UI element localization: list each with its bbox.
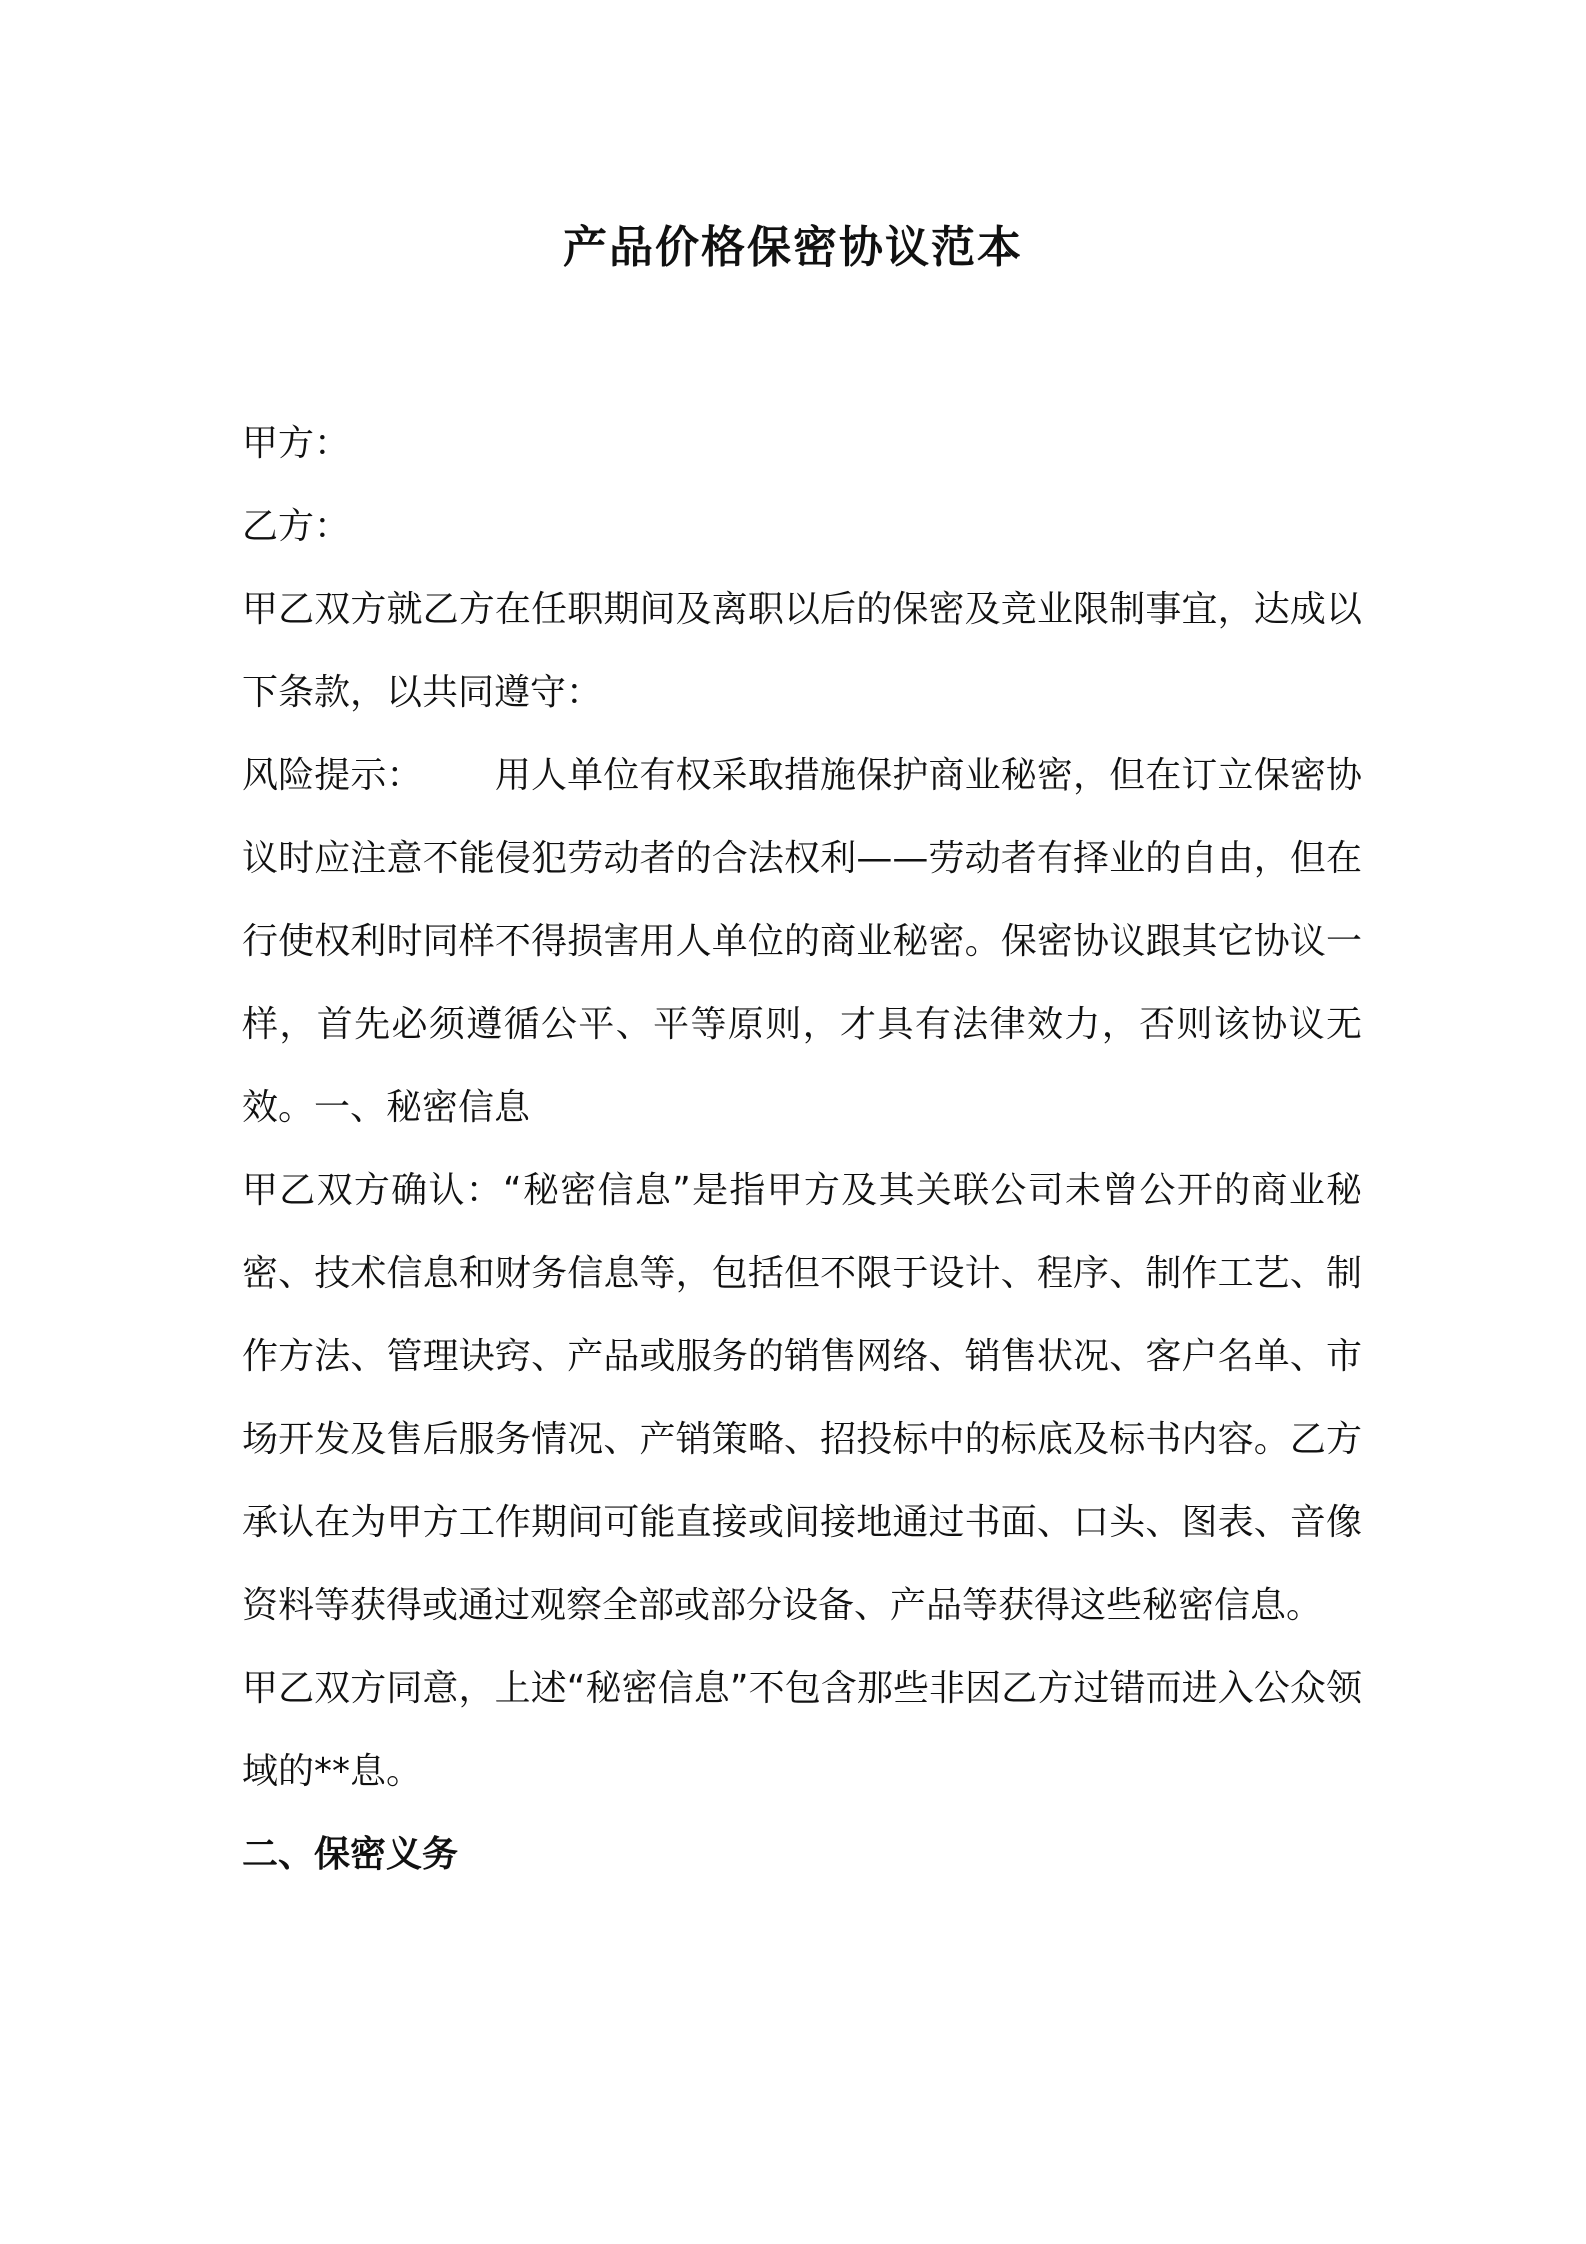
intro-paragraph: 甲乙双方就乙方在任职期间及离职以后的保密及竞业限制事宜，达成以下条款，以共同遵守： — [242, 589, 1362, 713]
risk-paragraph — [242, 734, 1362, 1149]
risk-label: 风险提示： — [242, 755, 423, 796]
risk-text: 用人单位有权采取措施保护商业秘密，但在订立保密协议时应注意不能侵犯劳动者的合法权利——劳动者有择业的自由，但在行使权利时同样不得损害用人单位的商业秘密。保密协议跟其它协议一样，首先必须遵循公平、平等原则，才具有法律效力，否则该协议无效。一、秘密信息 — [242, 755, 1362, 1128]
document-title: 产品价格保密协议范本 — [563, 222, 1023, 273]
section-two-heading: 二、保密义务 — [242, 1834, 459, 1875]
document-body — [242, 402, 1362, 1896]
party-a-line: 甲方： — [242, 423, 351, 464]
confirm-paragraph: 甲乙双方确认：“秘密信息”是指甲方及其关联公司未曾公开的商业秘密、技术信息和财务信息等，包括但不限于设计、程序、制作工艺、制作方法、管理诀窍、产品或服务的销售网络、销售状况、客户名单、市场开发及售后服务情况、产销策略、招投标中的标底及标书内容。乙方承认在为甲方工作期间可能直接或间接地通过书面、口头、图表、音像资料等获得或通过观察全部或部分设备、产品等获得这些秘密信息。 — [242, 1170, 1362, 1626]
party-b-line: 乙方： — [242, 506, 351, 547]
exclusion-paragraph: 甲乙双方同意，上述“秘密信息”不包含那些非因乙方过错而进入公众领域的**息。 — [242, 1668, 1362, 1792]
